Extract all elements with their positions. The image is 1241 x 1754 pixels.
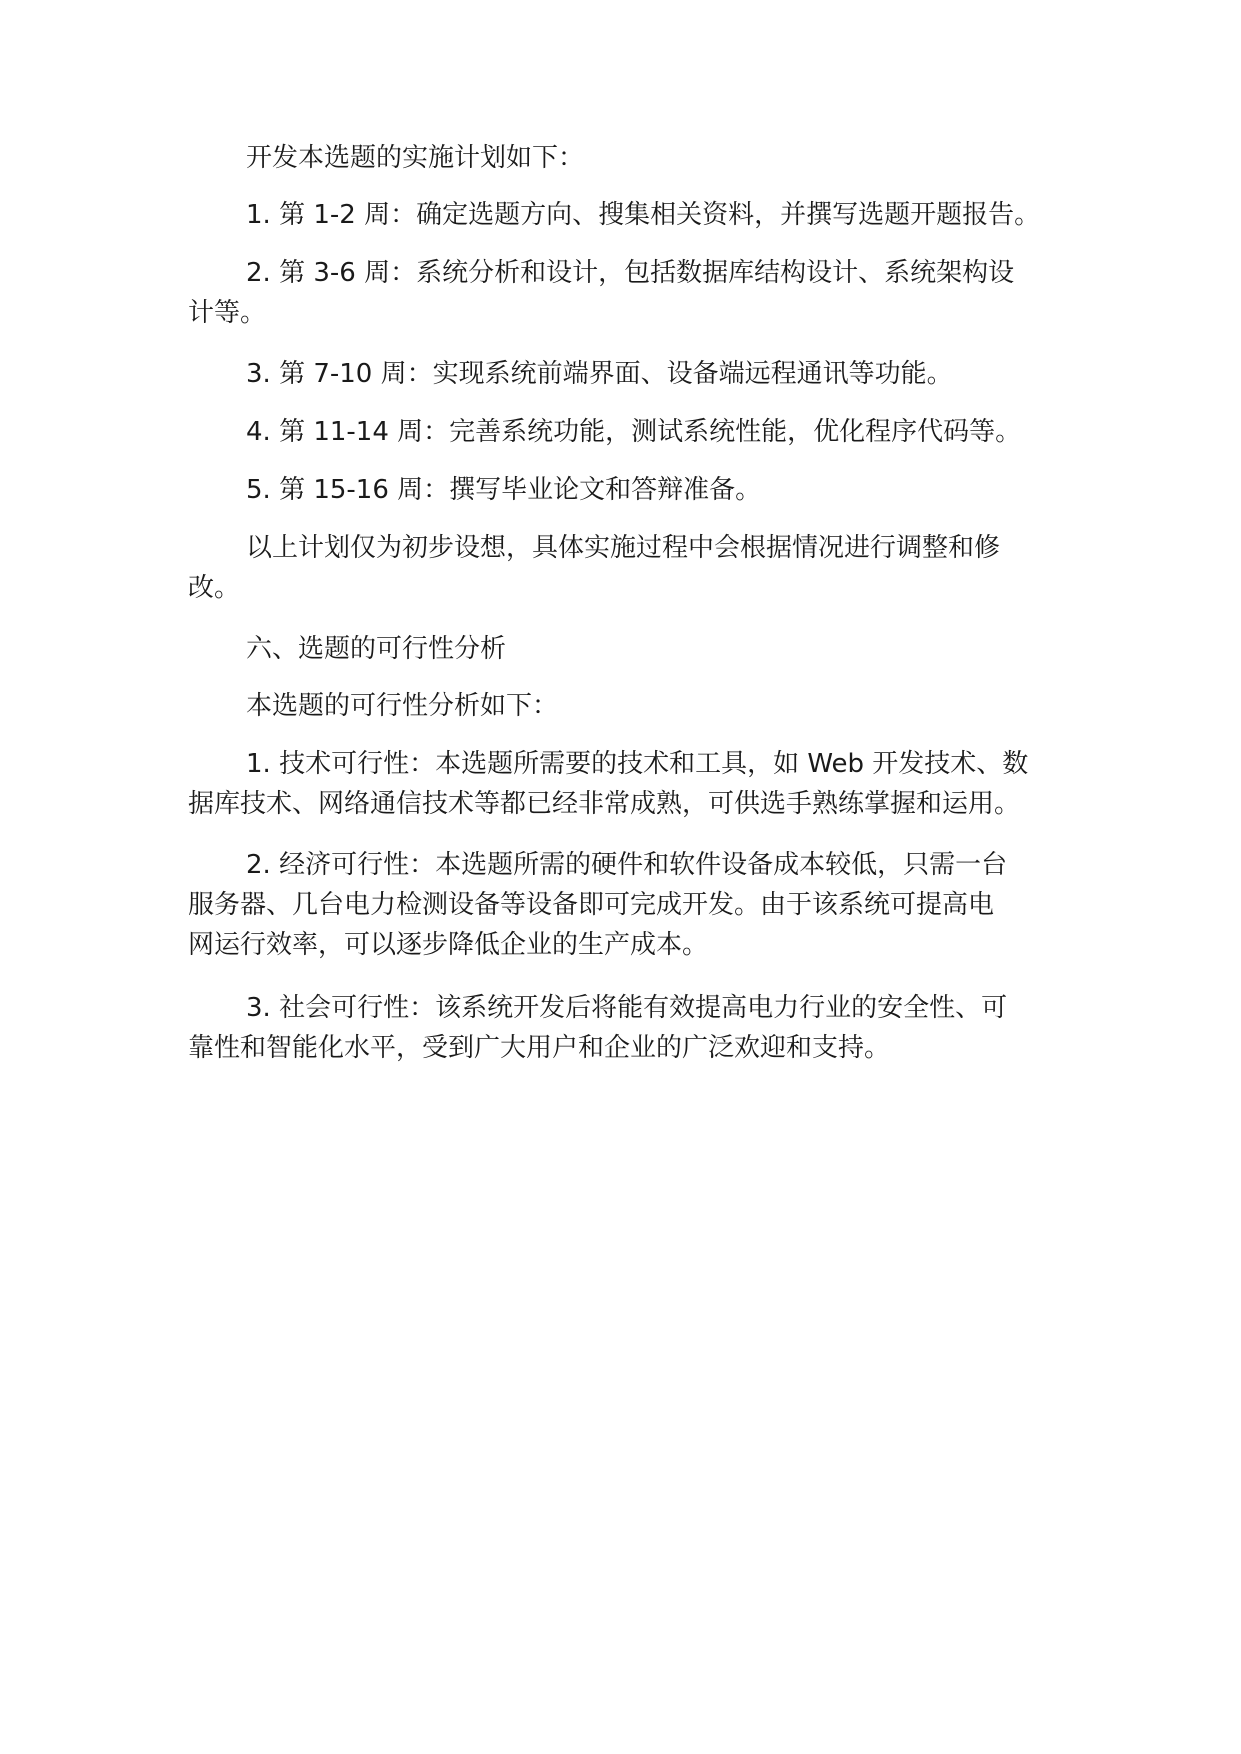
paragraph-feasibility-technical [188, 744, 1068, 824]
paragraph-plan-item-2 [188, 253, 1068, 333]
paragraph-plan-item-4 [188, 412, 1068, 452]
text-line: 1. 技术可行性：本选题所需要的技术和工具，如 Web 开发技术、数 [246, 749, 1029, 779]
paragraph-feasibility-economic [188, 845, 1068, 965]
text-line: 5. 第 15-16 周：撰写毕业论文和答辩准备。 [246, 475, 762, 505]
paragraph-plan-item-5 [188, 470, 1068, 510]
text-line: 3. 第 7-10 周：实现系统前端界面、设备端远程通讯等功能。 [246, 359, 953, 389]
text-line: 六、选题的可行性分析 [246, 634, 507, 664]
text-line: 改。 [188, 573, 241, 603]
text-line: 据库技术、网络通信技术等都已经非常成熟，可供选手熟练掌握和运用。 [188, 789, 1021, 819]
text-line: 4. 第 11-14 周：完善系统功能，测试系统性能，优化程序代码等。 [246, 417, 1022, 447]
text-line: 靠性和智能化水平，受到广大用户和企业的广泛欢迎和支持。 [188, 1033, 891, 1063]
paragraph-plan-item-1 [188, 195, 1068, 235]
text-line: 本选题的可行性分析如下： [246, 691, 559, 721]
text-line: 2. 第 3-6 周：系统分析和设计，包括数据库结构设计、系统架构设 [246, 258, 1015, 288]
paragraph-plan-note [188, 528, 1068, 608]
paragraph-feasibility-social [188, 988, 1068, 1068]
section-heading-feasibility [188, 629, 1068, 669]
text-line: 2. 经济可行性：本选题所需的硬件和软件设备成本较低，只需一台 [246, 850, 1008, 880]
paragraph-feasibility-intro [188, 686, 1068, 726]
text-line: 开发本选题的实施计划如下： [246, 143, 585, 173]
paragraph-plan-intro [188, 138, 1068, 178]
text-line: 3. 社会可行性：该系统开发后将能有效提高电力行业的安全性、可 [246, 993, 1008, 1023]
text-line: 网运行效率，可以逐步降低企业的生产成本。 [188, 930, 709, 960]
text-line: 1. 第 1-2 周：确定选题方向、搜集相关资料，并撰写选题开题报告。 [246, 200, 1041, 230]
text-line: 以上计划仅为初步设想，具体实施过程中会根据情况进行调整和修 [246, 533, 1001, 563]
text-line: 计等。 [188, 298, 267, 328]
paragraph-plan-item-3 [188, 354, 1068, 394]
text-line: 服务器、几台电力检测设备等设备即可完成开发。由于该系统可提高电 [188, 890, 995, 920]
